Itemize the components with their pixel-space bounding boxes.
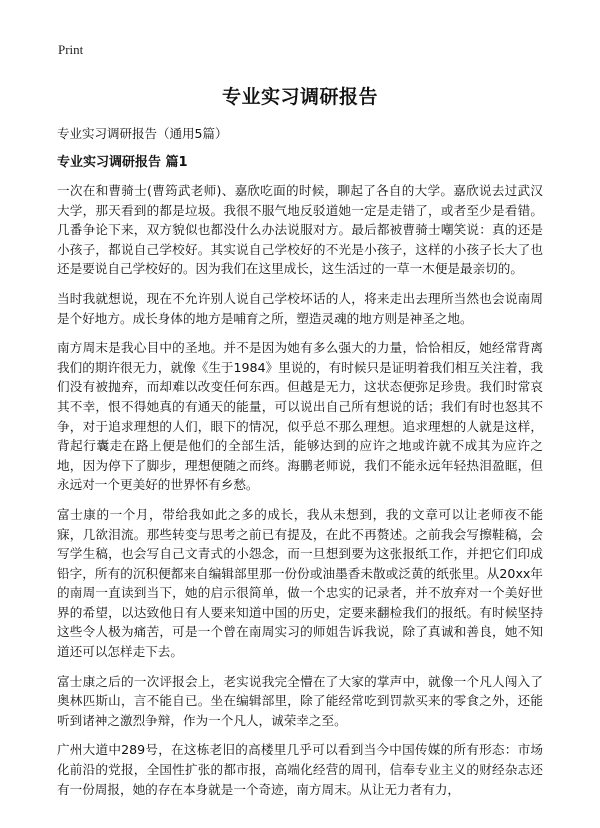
document-title: 专业实习调研报告: [221, 86, 378, 108]
body-paragraph: 当时我就想说，现在不允许别人说自己学校坏话的人，将来走出去理所当然也会说南周是个好地方。成长身体的地方是哺育之所，塑造灵魂的地方则是神圣之地。: [57, 290, 543, 326]
body-paragraph: 富士康的一个月，带给我如此之多的成长，我从未想到，我的文章可以让老师夜不能寐，几欲泪流。那些转变与思考之前已有提及，在此不再赘述。之前我会写擦鞋稿，会写学生稿，也会写自己文青式的小怨念，而一旦想到要为这张报纸工作，并把它们印成铅字，所有的沉积便都来自编辑部里那一份份或油墨香未散或泛黄的纸张里。从20xx年的南周一直读到当下，她的启示很简单，做一个忠实的记录者，并不放弃对一个美好世界的希望，以达致他日有人要来知道中国的历史，定要来翻检我们的报纸。有时候坚持这些令人极为痛苦，可是一个曾在南周实习的师姐告诉我说，除了真诚和善良，她不知道还可以怎样走下去。: [57, 506, 543, 660]
body-paragraph: 南方周末是我心目中的圣地。并不是因为她有多么强大的力量，恰恰相反，她经常背离我们的期许很无力，就像《生于1984》里说的，有时候只是证明着我们相互关注着，我们没有被抛弃，而却难以改变任何东西。但越是无力，这状态便弥足珍贵。我们时常哀其不幸，恨不得她真的有通天的能量，可以说出自己所有想说的话；我们有时也怒其不争，对于追求理想的人们，眼下的情况，似乎总不那么理想。追求理想的人就是这样，背起行囊走在路上便是他们的全部生活，能够达到的应许之地或许就不成其为应许之地，因为停下了脚步，理想便随之而终。海鹏老师说，我们不能永远年轻热泪盈眶，但永远对一个更美好的世界怀有乡愁。: [57, 340, 543, 493]
section-heading: 专业实习调研报告 篇1: [57, 155, 188, 170]
body-paragraph: 富士康之后的一次评报会上，老实说我完全懵在了大家的掌声中，就像一个凡人闯入了奥林匹斯山，言不能自已。坐在编辑部里，除了能经常吃到罚款买来的零食之外，还能听到诸神之激烈争辩，作为一个凡人，诚荣幸之至。: [57, 673, 543, 728]
print-link[interactable]: Print: [58, 42, 84, 57]
document-body: [57, 181, 543, 809]
document-subtitle: 专业实习调研报告（通用5篇）: [57, 126, 228, 141]
body-paragraph: 一次在和曹骑士(曹筠武老师)、嘉欣吃面的时候，聊起了各自的大学。嘉欣说去过武汉大学，那天看到的都是垃圾。我很不服气地反驳道她一定是走错了，或者至少是看错。几番争论下来，双方貌似也都没什么办法说服对方。最后都被曹骑士嘲笑说：真的还是小孩子，都说自己学校好。其实说自己学校好的不光是小孩子，这样的小孩子长大了也还是要说自己学校好的。因为我们在这里成长，这生活过的一草一木便是最亲切的。: [57, 183, 543, 277]
body-paragraph: 广州大道中289号，在这栋老旧的高楼里几乎可以看到当今中国传媒的所有形态：市场化前沿的党报，全国性扩张的都市报，高端化经营的周刊，信奉专业主义的财经杂志还有一份周报，她的存在本身就是一个奇迹，南方周末。从让无力者有力，: [57, 742, 543, 797]
